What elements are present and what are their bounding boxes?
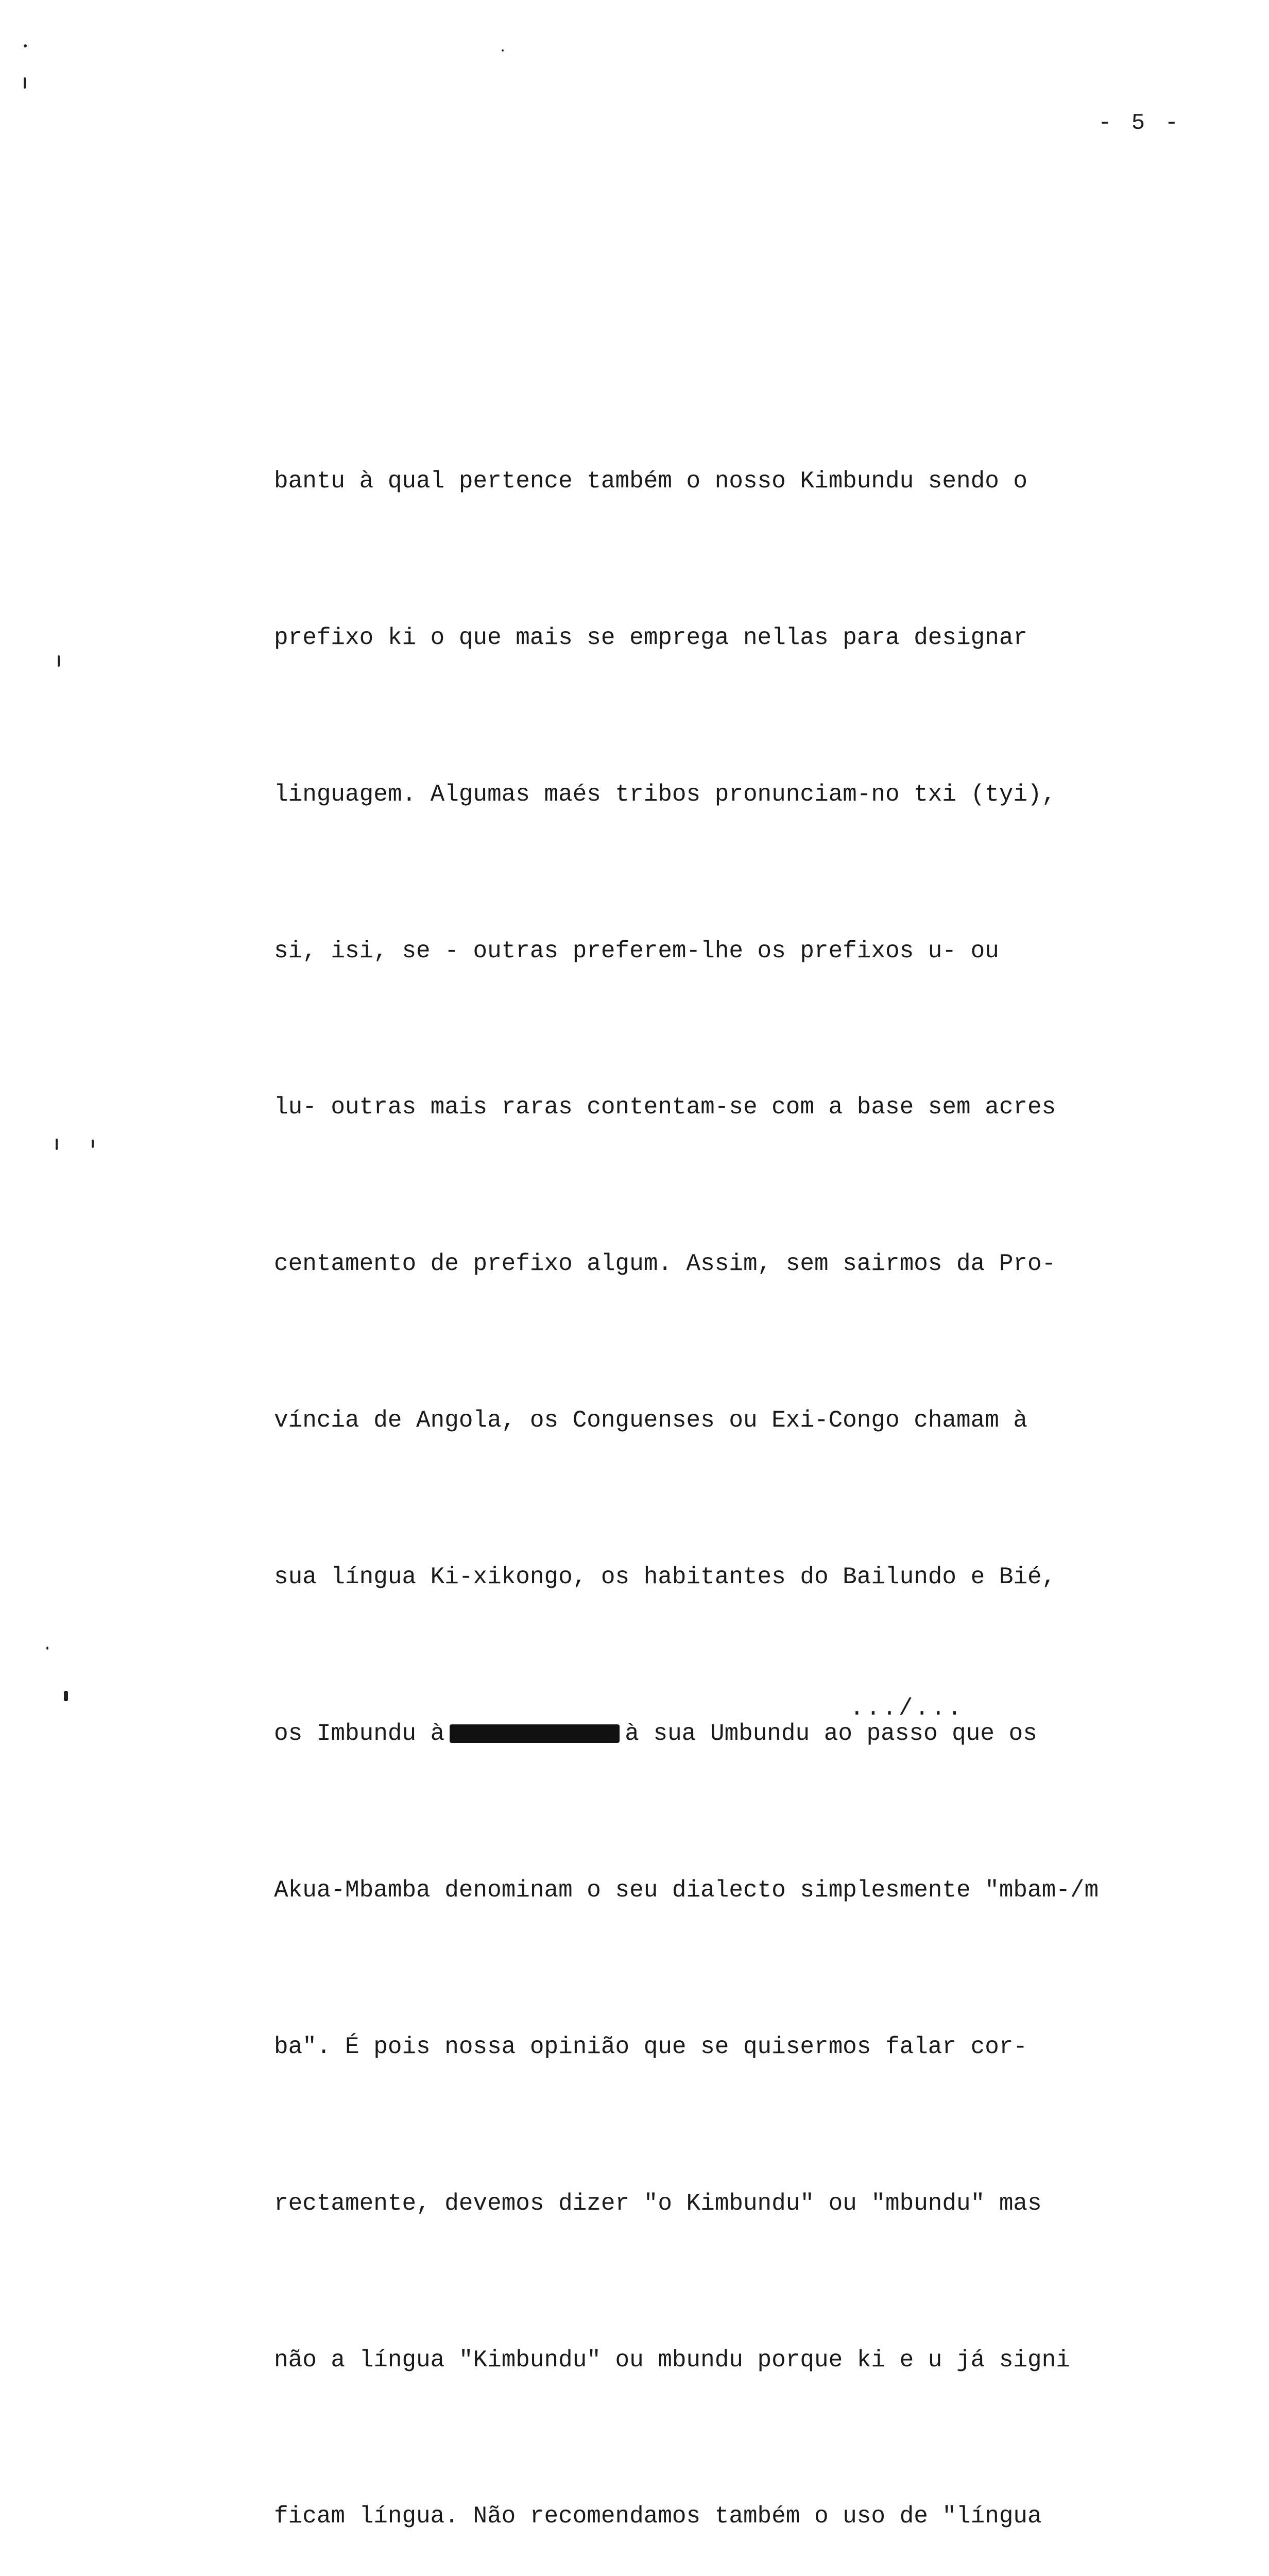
text-line: si, isi, se - outras preferem-lhe os prefixos u- ou <box>274 937 999 964</box>
text-line: ficam língua. Não recomendamos também o uso de "língua <box>274 2503 1042 2530</box>
text-line: centamento de prefixo algum. Assim, sem sairmos da Pro- <box>274 1250 1056 1278</box>
continuation-mark: .../... <box>850 1695 964 1722</box>
scan-speck <box>24 44 27 47</box>
scan-speck <box>56 1139 58 1150</box>
text-line-with-redaction <box>274 1708 1144 1760</box>
text-segment: os Imbundu à <box>274 1720 445 1748</box>
scan-speck <box>58 655 60 667</box>
scan-speck <box>92 1140 94 1148</box>
page-number: - 5 - <box>1097 110 1181 136</box>
body-text <box>274 299 1144 2576</box>
text-line: sua língua Ki-xikongo, os habitantes do Bailundo e Bié, <box>274 1564 1056 1591</box>
text-line: víncia de Angola, os Conguenses ou Exi-Congo chamam à <box>274 1407 1028 1434</box>
text-line: Akua-Mbamba denominam o seu dialecto simplesmente "mbam-/m <box>274 1876 1099 1904</box>
text-line: bantu à qual pertence também o nosso Kimbundu sendo o <box>274 467 1028 495</box>
scan-speck <box>64 1691 68 1701</box>
scan-speck <box>46 1647 48 1650</box>
text-line: ba". É pois nossa opinião que se quisermos falar cor- <box>274 2033 1028 2060</box>
text-line: rectamente, devemos dizer "o Kimbundu" ou "mbundu" mas <box>274 2190 1042 2217</box>
text-line: lu- outras mais raras contentam-se com a base sem acres <box>274 1094 1056 1121</box>
text-line: não a língua "Kimbundu" ou mbundu porque ki e u já signi <box>274 2346 1070 2374</box>
redaction-mark <box>450 1724 620 1743</box>
scan-speck <box>24 77 26 89</box>
text-line: linguagem. Algumas maés tribos pronunciam-no txi (tyi), <box>274 781 1056 808</box>
scan-speck <box>502 49 504 52</box>
text-segment: à sua Umbundu ao passo que os <box>625 1720 1037 1748</box>
text-line: prefixo ki o que mais se emprega nellas para designar <box>274 624 1028 651</box>
